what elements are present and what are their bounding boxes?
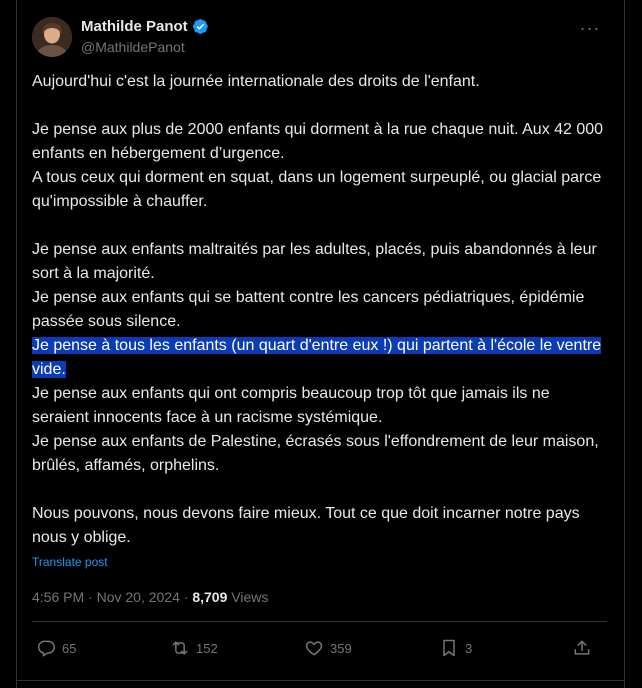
paragraph-2 (32, 118, 607, 214)
reply-count: 65 (62, 640, 77, 656)
reply-button[interactable] (36, 634, 76, 662)
paragraph-3 (32, 238, 607, 478)
tweet-time[interactable]: 4:56 PM (32, 589, 85, 605)
author-name-text[interactable]: Mathilde Panot (81, 18, 188, 35)
views-label: Views (231, 589, 269, 605)
tweet-line: Je pense aux enfants maltraités par les adultes, placés, puis abandonnés à leur sort à la majorité. (32, 241, 597, 282)
tweet-meta (32, 589, 268, 605)
tweet-line: A tous ceux qui dorment en squat, dans un logement surpeuplé, ou glacial parce qu'impossible à chauffer. (32, 169, 602, 210)
bookmark-icon (439, 638, 459, 658)
meta-separator: · (183, 589, 189, 605)
highlighted-selection: Je pense à tous les enfants (un quart d'entre eux !) qui partent à l'école le ventre vide. (32, 337, 602, 378)
repost-icon (170, 638, 190, 658)
author-name[interactable] (81, 18, 209, 35)
tweet-line: Je pense aux enfants qui se battent contre les cancers pédiatriques, épidémie passée sous silence. (32, 289, 585, 330)
tweet-date[interactable]: Nov 20, 2024 (96, 589, 180, 605)
tweet-line: Nous pouvons, nous devons faire mieux. Tout ce que doit incarner notre pays nous y oblige. (32, 505, 580, 546)
divider (16, 680, 625, 681)
tweet-text (32, 70, 607, 550)
avatar[interactable] (32, 17, 72, 57)
share-icon (572, 638, 592, 658)
bookmark-count: 3 (465, 640, 473, 656)
like-icon (304, 638, 324, 658)
like-button[interactable] (304, 634, 352, 662)
action-bar (32, 634, 607, 662)
tweet-line: Je pense aux enfants qui ont compris beaucoup trop tôt que jamais ils ne seraient innocents face à un racisme systémique. (32, 385, 550, 426)
meta-separator: · (88, 589, 93, 605)
tweet-line: Aujourd'hui c'est la journée internationale des droits de l'enfant. (32, 73, 480, 90)
translate-link[interactable]: Translate post (32, 555, 108, 569)
verified-icon[interactable] (192, 18, 209, 35)
tweet-line: Je pense aux enfants de Palestine, écrasés sous l'effondrement de leur maison, brûlés, affamés, orphelins. (32, 433, 599, 474)
repost-count: 152 (196, 640, 218, 656)
like-count: 359 (330, 640, 352, 656)
repost-button[interactable] (170, 634, 218, 662)
paragraph-4 (32, 502, 607, 550)
reply-icon (36, 638, 56, 658)
author-handle[interactable]: @MathildePanot (81, 39, 185, 55)
tweet-line: Je pense aux plus de 2000 enfants qui dorment à la rue chaque nuit. Aux 42 000 enfants en hébergement d’urgence. (32, 121, 604, 162)
views-count: 8,709 (192, 589, 228, 605)
share-button[interactable] (572, 634, 592, 662)
bookmark-button[interactable] (439, 634, 472, 662)
more-icon[interactable]: ··· (579, 17, 601, 38)
paragraph-1 (32, 70, 607, 94)
divider (32, 621, 607, 622)
